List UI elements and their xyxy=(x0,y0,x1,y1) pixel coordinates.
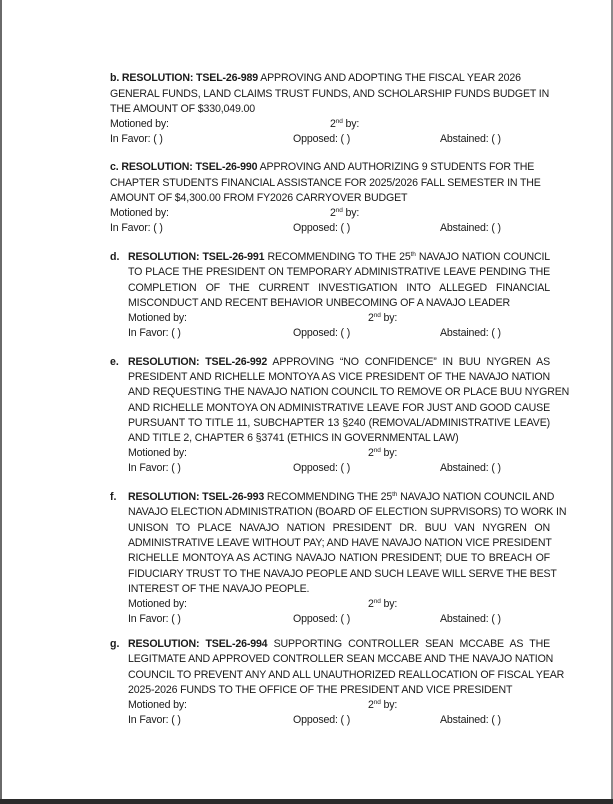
resolution-text: APPROVING AND ADOPTING THE FISCAL YEAR 2026 xyxy=(258,72,521,84)
motioned-by-label: Motioned by: xyxy=(128,312,187,324)
resolution-text: COUNCIL TO PREVENT ANY AND ALL UNAUTHORIZED REALLOCATION OF FISCAL YEAR xyxy=(128,668,565,681)
second-by-label: 2nd by: xyxy=(368,447,398,459)
in-favor-field: In Favor: ( ) xyxy=(128,327,181,339)
resolution-text: COMPLETION OF THE CURRENT INVESTIGATION INTO ALLEGED FINANCIAL xyxy=(128,281,550,294)
resolution-text: ADMINISTRATIVE LEAVE WITHOUT PAY; AND HAVE NAVAJO NATION VICE PRESIDENT xyxy=(128,536,552,549)
resolution-text: NAVAJO ELECTION ADMINISTRATION (BOARD OF ELECTION SUPRVISORS) TO WORK IN xyxy=(128,506,567,519)
second-by-label: 2nd by: xyxy=(330,207,360,219)
resolution-text: MISCONDUCT AND RECENT BEHAVIOR UNBECOMING OF A NAVAJO LEADER xyxy=(128,297,511,309)
resolution-text: PURSUANT TO TITLE 11, SUBCHAPTER 13 §240 (REMOVAL/ADMINISTRATIVE LEAVE) xyxy=(128,416,550,429)
document-page: b. RESOLUTION: TSEL-26-989 APPROVING AND ADOPTING THE FISCAL YEAR 2026 GENERAL FUNDS, LAND CLAIMS TRUST FUNDS, AND SCHOLARSHIP FUNDS BUDGET IN THE AMOUNT OF $330,049.00 Motioned by: 2nd by: In Favor: ( ) Opposed: ( ) Abstained: ( ) c. RESOLUTION: TSEL-26-990 APPROVING AND AUTHORIZING 9 STUDENTS FOR THE CHAPTER STUDENTS FINANCIAL ASSISTANCE FOR 2025/2026 FALL SEMESTER IN THE AMOUNT OF $4,300.00 FROM FY2026 CARRYOVER BUDGET Motioned by: 2nd by: In Favor: ( ) Opposed: ( ) Abstained: ( ) d. RESOLUTION: TSEL-26-991 RECOMMENDING TO THE 25th NAVAJO NATION COUNCIL TO PLACE THE PRESIDENT ON TEMPORARY ADMINISTRATIVE LEAVE PENDING THE COMPLETION OF THE CURRENT INVESTIGATION INTO ALLEGED FINANCIAL MISCONDUCT AND RECENT BEHAVIOR UNBECOMING OF A NAVAJO LEADER Motioned by: 2nd by: In Favor: ( ) Opposed: ( ) Abstained: ( ) e. RESOLUTION: TSEL-26-992 APPROVING “NO CONFIDENCE” IN BUU NYGREN AS PRESIDENT AND RICHELLE MONTOYA AS VICE PRESIDENT OF THE NAVAJO NATION AND REQUESTING THE NAVAJO NATION COUNCIL TO REMOVE OR PLACE BUU NYGREN AND RICHELLE MONTOYA ON ADMINISTRATIVE LEAVE FOR JUST AND GOOD CAUSE PURSUANT TO TITLE 11, SUBCHAPTER 13 §240 (REMOVAL/ADMINISTRATIVE LEAVE) AND TITLE 2, CHAPTER 6 §3741 (ETHICS IN GOVERNMENTAL LAW) Motioned by: 2nd by: In Favor: ( ) Opposed: ( ) Abstained: ( ) f. RESOLUTION: TSEL-26-993 RECOMMENDING THE 25th NAVAJO NATION COUNCIL AND NAVAJO ELECTION ADMINISTRATION (BOARD OF ELECTION SUPRVISORS) TO WORK IN UNISON TO PLACE NAVAJO NATION PRESIDENT DR. BUU VAN NYGREN ON ADMINISTRATIVE LEAVE WITHOUT PAY; AND HAVE NAVAJO NATION VICE PRESIDENT RICHELLE MONTOYA AS ACTING NAVAJO NATION PRESIDENT; DUE TO BREACH OF FIDUCIARY TRUST TO THE NAVAJO PEOPLE AND SUCH LEAVE WILL SERVE THE BEST INTEREST OF THE NAVAJO PEOPLE. Motioned by: 2nd by: In Favor: ( ) Opposed: ( ) Abstained: ( ) g. RESOLUTION: TSEL-26-994 SUPPORTING CONTROLLER SEAN MCCABE AS THE LEGITMATE AND APPROVED CONTROLLER SEAN MCCABE AND THE NAVAJO NATION COUNCIL TO PREVENT ANY AND ALL UNAUTHORIZED REALLOCATION OF FISCAL YEAR 2025-2026 FUNDS TO THE OFFICE OF THE PRESIDENT AND VICE PRESIDENT Motioned by: 2nd by: In Favor: ( ) Opposed: ( ) Abstained: ( ) xyxy=(0,0,613,799)
second-by-label: 2nd by: xyxy=(368,312,398,324)
abstained-field: Abstained: ( ) xyxy=(440,327,501,339)
resolution-number: TSEL-26-993 xyxy=(202,491,265,503)
resolution-label: RESOLUTION: xyxy=(128,356,200,368)
resolution-number: TSEL-26-994 xyxy=(205,638,268,650)
second-by-label: 2nd by: xyxy=(368,598,398,610)
in-favor-field: In Favor: ( ) xyxy=(128,714,181,726)
resolution-letter: e. xyxy=(110,356,119,368)
resolution-label: RESOLUTION: xyxy=(128,491,200,503)
resolution-letter: b. xyxy=(110,72,120,84)
resolution-text: AND RICHELLE MONTOYA ON ADMINISTRATIVE LEAVE FOR JUST AND GOOD CAUSE xyxy=(128,401,550,414)
resolution-text: AND REQUESTING THE NAVAJO NATION COUNCIL TO REMOVE OR PLACE BUU NYGREN xyxy=(128,386,570,399)
resolution-text: INTEREST OF THE NAVAJO PEOPLE. xyxy=(128,583,310,595)
resolution-text: THE AMOUNT OF $330,049.00 xyxy=(110,103,256,115)
resolution-text: CHAPTER STUDENTS FINANCIAL ASSISTANCE FOR 2025/2026 FALL SEMESTER IN THE xyxy=(110,176,541,189)
abstained-field: Abstained: ( ) xyxy=(440,613,501,625)
motioned-by-label: Motioned by: xyxy=(128,699,187,711)
resolution-text: FIDUCIARY TRUST TO THE NAVAJO PEOPLE AND SUCH LEAVE WILL SERVE THE BEST xyxy=(128,567,557,580)
abstained-field: Abstained: ( ) xyxy=(440,222,501,234)
abstained-field: Abstained: ( ) xyxy=(440,714,501,726)
opposed-field: Opposed: ( ) xyxy=(293,327,351,339)
resolution-text: AMOUNT OF $4,300.00 FROM FY2026 CARRYOVER BUDGET xyxy=(110,192,408,204)
resolution-letter: c. xyxy=(110,161,119,173)
abstained-field: Abstained: ( ) xyxy=(440,462,501,474)
opposed-field: Opposed: ( ) xyxy=(293,714,351,726)
abstained-field: Abstained: ( ) xyxy=(440,133,501,145)
opposed-field: Opposed: ( ) xyxy=(293,133,351,145)
resolution-label: RESOLUTION: xyxy=(121,161,193,173)
in-favor-field: In Favor: ( ) xyxy=(128,613,181,625)
resolution-text: GENERAL FUNDS, LAND CLAIMS TRUST FUNDS, AND SCHOLARSHIP FUNDS BUDGET IN xyxy=(110,87,550,100)
opposed-field: Opposed: ( ) xyxy=(293,462,351,474)
resolution-text: UNISON TO PLACE NAVAJO NATION PRESIDENT DR. BUU VAN NYGREN ON xyxy=(128,521,550,534)
opposed-field: Opposed: ( ) xyxy=(293,613,351,625)
bottom-edge-bar xyxy=(0,799,613,804)
resolution-letter: f. xyxy=(110,491,117,503)
resolution-text: PRESIDENT AND RICHELLE MONTOYA AS VICE PRESIDENT OF THE NAVAJO NATION xyxy=(128,371,550,384)
opposed-field: Opposed: ( ) xyxy=(293,222,351,234)
resolution-text: APPROVING AND AUTHORIZING 9 STUDENTS FOR THE xyxy=(257,161,535,173)
resolution-number: TSEL-26-990 xyxy=(195,161,258,173)
resolution-number: TSEL-26-992 xyxy=(205,356,268,368)
second-by-label: 2nd by: xyxy=(368,699,398,711)
motioned-by-label: Motioned by: xyxy=(128,598,187,610)
resolution-label: RESOLUTION: xyxy=(128,251,200,263)
resolution-text: LEGITMATE AND APPROVED CONTROLLER SEAN MCCABE AND THE NAVAJO NATION xyxy=(128,653,554,666)
motioned-by-label: Motioned by: xyxy=(110,118,169,130)
resolution-text: RICHELLE MONTOYA AS ACTING NAVAJO NATION PRESIDENT; DUE TO BREACH OF xyxy=(128,552,550,565)
resolution-text: TO PLACE THE PRESIDENT ON TEMPORARY ADMINISTRATIVE LEAVE PENDING THE xyxy=(128,266,550,279)
resolution-number: TSEL-26-989 xyxy=(196,72,258,84)
resolution-label: RESOLUTION: xyxy=(121,72,194,84)
resolution-text: AND TITLE 2, CHAPTER 6 §3741 (ETHICS IN GOVERNMENTAL LAW) xyxy=(128,432,459,444)
in-favor-field: In Favor: ( ) xyxy=(110,222,163,234)
second-by-label: 2nd by: xyxy=(330,118,360,130)
resolution-letter: g. xyxy=(110,638,120,650)
resolution-number: TSEL-26-991 xyxy=(202,251,265,263)
in-favor-field: In Favor: ( ) xyxy=(110,133,163,145)
in-favor-field: In Favor: ( ) xyxy=(128,462,181,474)
resolution-label: RESOLUTION: xyxy=(128,638,200,650)
resolution-text: 2025-2026 FUNDS TO THE OFFICE OF THE PRESIDENT AND VICE PRESIDENT xyxy=(128,684,513,696)
motioned-by-label: Motioned by: xyxy=(128,447,187,459)
motioned-by-label: Motioned by: xyxy=(110,207,169,219)
resolution-letter: d. xyxy=(110,251,120,263)
